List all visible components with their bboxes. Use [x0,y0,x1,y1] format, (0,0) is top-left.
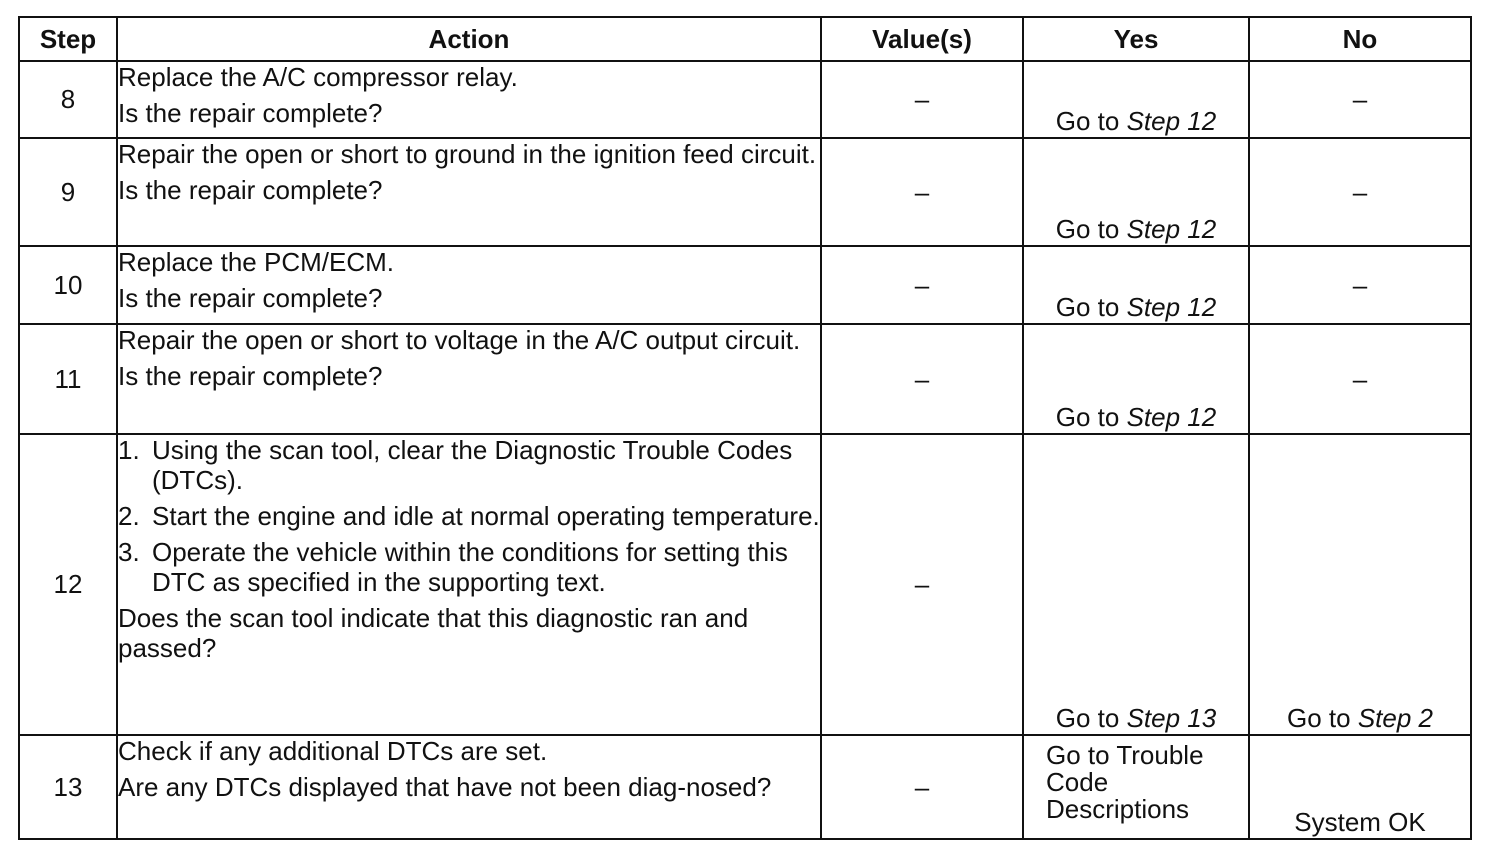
action-question: Is the repair complete? [118,98,383,128]
no-step-link[interactable]: Step 2 [1357,703,1433,733]
yes-prefix: Go to [1055,402,1127,432]
yes-cell [1023,61,1249,138]
no-cell: – [1249,324,1471,434]
list-item [118,537,820,597]
value-cell: – [821,246,1023,324]
list-number: 2. [118,501,140,531]
action-text: Repair the open or short to ground in the ignition feed circuit. [118,139,817,169]
yes-step-link[interactable]: Step 12 [1126,402,1217,432]
yes-cell [1023,324,1249,434]
table-row [19,246,1471,324]
value-cell: – [821,434,1023,735]
header-yes: Yes [1023,17,1249,61]
header-action: Action [117,17,821,61]
value-cell: – [821,138,1023,246]
yes-step-link[interactable]: Step 12 [1126,214,1217,244]
no-prefix: Go to [1287,703,1358,733]
action-cell [117,324,821,434]
yes-prefix: Go to [1055,292,1127,322]
list-number: 3. [118,537,140,567]
yes-step-link[interactable]: Step 12 [1126,106,1217,136]
yes-prefix: Go to [1055,106,1127,136]
header-row [19,17,1471,61]
yes-cell[interactable]: Go to Trouble Code Descriptions [1023,735,1249,839]
header-step: Step [19,17,117,61]
step-number: 13 [19,735,117,839]
table-row [19,434,1471,735]
action-question: Does the scan tool indicate that this diagnostic ran and passed? [118,603,749,663]
action-cell [117,735,821,839]
yes-prefix: Go to [1055,214,1127,244]
action-text: Replace the PCM/ECM. [118,247,394,277]
header-values: Value(s) [821,17,1023,61]
action-question: Is the repair complete? [118,283,383,313]
yes-prefix: Go to [1055,703,1127,733]
diagnostic-table [18,16,1472,840]
yes-cell [1023,246,1249,324]
header-no: No [1249,17,1471,61]
action-cell [117,246,821,324]
list-text: Operate the vehicle within the conditions for setting this DTC as specified in the supporting text. [152,537,788,597]
action-question: Is the repair complete? [118,361,383,391]
value-cell: – [821,735,1023,839]
action-question: Are any DTCs displayed that have not been diag-nosed? [118,772,772,802]
table-row [19,138,1471,246]
step-number: 9 [19,138,117,246]
action-text: Repair the open or short to voltage in the A/C output circuit. [118,325,801,355]
table-row [19,735,1471,839]
action-question: Is the repair complete? [118,175,383,205]
no-cell: System OK [1249,735,1471,839]
list-item [118,501,820,531]
step-number: 10 [19,246,117,324]
yes-cell [1023,434,1249,735]
step-number: 12 [19,434,117,735]
step-number: 11 [19,324,117,434]
value-cell: – [821,61,1023,138]
table-row [19,324,1471,434]
step-number: 8 [19,61,117,138]
action-text: Replace the A/C compressor relay. [118,62,518,92]
no-cell: – [1249,246,1471,324]
no-cell: – [1249,61,1471,138]
list-text: Using the scan tool, clear the Diagnostic Trouble Codes (DTCs). [152,435,793,495]
no-cell: – [1249,138,1471,246]
procedure-list [118,435,820,597]
action-cell [117,434,821,735]
action-cell [117,138,821,246]
list-text: Start the engine and idle at normal operating temperature. [152,501,820,531]
yes-step-link[interactable]: Step 13 [1126,703,1217,733]
table-row [19,61,1471,138]
value-cell: – [821,324,1023,434]
action-text: Check if any additional DTCs are set. [118,736,548,766]
no-cell [1249,434,1471,735]
yes-step-link[interactable]: Step 12 [1126,292,1217,322]
action-cell [117,61,821,138]
list-number: 1. [118,435,140,465]
list-item [118,435,820,495]
yes-cell [1023,138,1249,246]
